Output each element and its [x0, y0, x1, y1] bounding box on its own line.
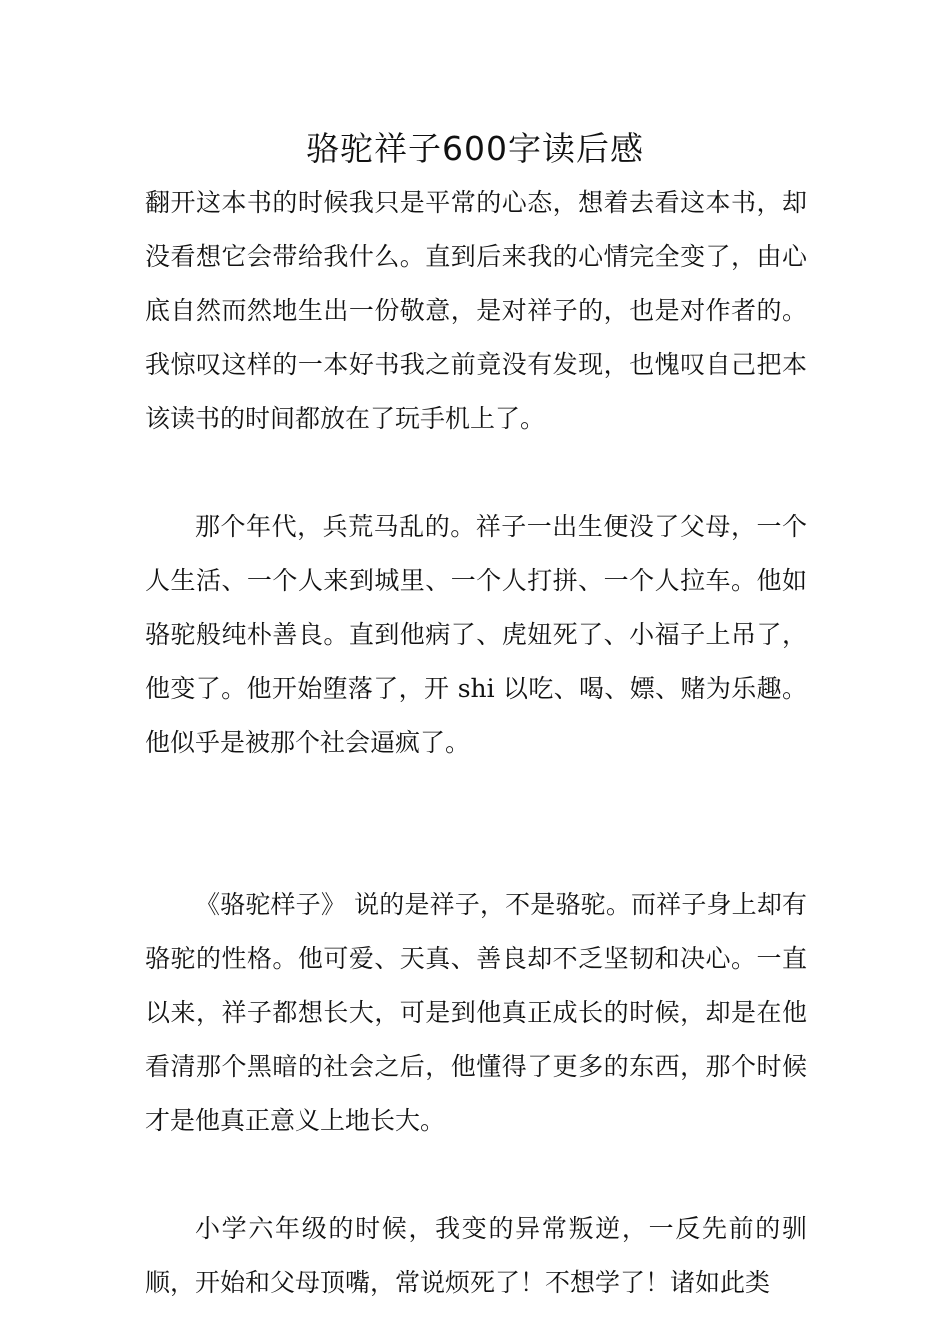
- document-title: 骆驼祥子600字读后感: [306, 129, 644, 168]
- paragraph-2: 那个年代，兵荒马乱的。祥子一出生便没了父母，一个人生活、一个人来到城里、一个人打拼、一个人拉车。他如骆驼般纯朴善良。直到他病了、虎妞死了、小福子上吊了，他变了。他开始堕落了，开 shi 以吃、喝、嫖、赌为乐趣。他似乎是被那个社会逼疯了。: [145, 512, 807, 757]
- paragraph-4: 小学六年级的时候，我变的异常叛逆，一反先前的驯顺，开始和父母顶嘴，常说烦死了！不想学了！诸如此类: [145, 1214, 807, 1297]
- paragraph-3: 《骆驼样子》 说的是祥子，不是骆驼。而祥子身上却有骆驼的性格。他可爱、天真、善良却不乏坚韧和决心。一直以来，祥子都想长大，可是到他真正成长的时候，却是在他看清那个黑暗的社会之后，他懂得了更多的东西，那个时候才是他真正意义上地长大。: [145, 890, 807, 1135]
- paragraph-1: 翻开这本书的时候我只是平常的心态，想着去看这本书，却没看想它会带给我什么。直到后来我的心情完全变了，由心底自然而然地生出一份敬意，是对祥子的，也是对作者的。我惊叹这样的一本好书我之前竟没有发现，也愧叹自己把本该读书的时间都放在了玩手机上了。: [145, 188, 807, 433]
- document-body: [145, 176, 807, 1310]
